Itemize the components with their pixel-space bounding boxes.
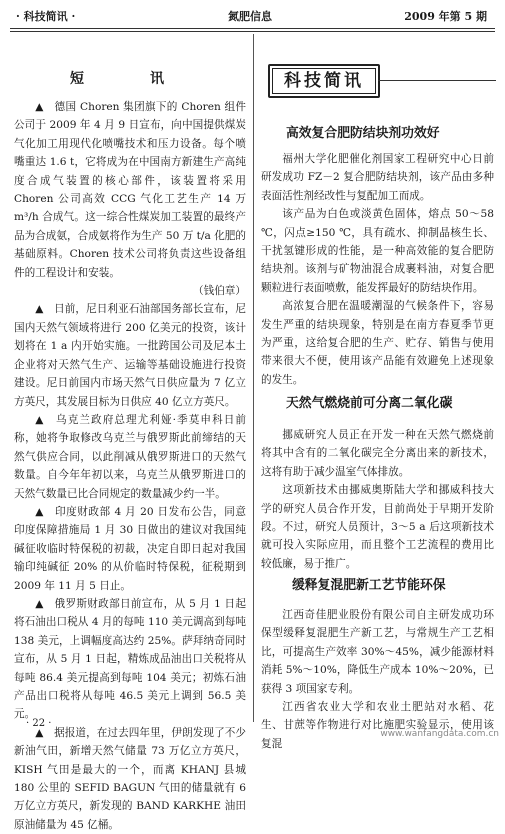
header-issue: 2009 年第 5 期 <box>404 10 487 23</box>
banner-rule <box>378 80 496 81</box>
article-paragraph: 该产品为白色或淡黄色固体，熔点 50～58 ℃，闪点≥150 ℃，具有疏水、抑制晶核生长、干扰氢键形成的性能，是一种高效能的复合肥防结块剂。该剂与矿物油混合成裹料油，对复合肥颗粒进行表面喷敷，能发挥最好的防结块作用。 <box>261 208 494 294</box>
news-item: ▲ 俄罗斯财政部日前宣布，从 5 月 1 日起将石油出口税从 4 月的每吨 110 美元调高到每吨 138 美元，上调幅度高达约 25%。萨拜纳奇同时宣布，从 5 月 1 日起，精炼成品油出口关税将从每吨 86.4 美元提高到每吨 104 美元；初炼石油产品出口税将从每吨 46.5 美元上调到 56.5 美元。 <box>14 597 246 721</box>
news-item: ▲ 日前，尼日利亚石油部国务部长宣布，尼国内天然气领域将进行 200 亿美元的投资，该计划将在 1 a 内开始实施。一批跨国公司及尼本土企业将对天然气生产、运输等基础设施进行投资建设。尼日前国内市场天然气日供应量为 7 亿立方英尺，其发展目标为日供应 40 亿立方英尺。 <box>14 303 246 408</box>
section-banner: 科技简讯 <box>268 64 380 98</box>
article-paragraph: 挪威研究人员正在开发一种在天然气燃烧前将其中含有的二氧化碳完全分离出来的新技术，这将有助于减少温室气体排放。 <box>261 429 494 478</box>
article-title-3: 缓释复混肥新工艺节能环保 <box>292 578 446 593</box>
article-title-2: 天然气燃烧前可分离二氧化碳 <box>286 396 453 411</box>
header-section: · 科技简讯 · <box>16 10 76 23</box>
header-rule-bottom <box>10 31 495 32</box>
article-1-body <box>261 150 494 389</box>
article-title-1: 高效复合肥防结块剂功效好 <box>286 126 440 141</box>
news-item: ▲ 据报道，在过去四年里，伊朗发现了不少新油气田，新增天然气储量 73 万亿立方英尺，KISH 气田是最大的一个，而离 KHANJ 县城 180 公里的 SEFID BAGUN 气田的储量就有 6 万亿立方英尺，新发现的 BAND KARKHE 油田原油储量为 45 亿桶。 <box>14 726 246 831</box>
header-rule-top <box>10 28 495 29</box>
watermark: www.wanfangdata.com.cn <box>380 729 499 739</box>
page-number: · 22 · <box>26 718 52 729</box>
article-2-body <box>261 426 494 573</box>
article-paragraph: 这项新技术由挪威奥斯陆大学和挪威科技大学的研究人员合作开发，目前尚处于早期开发阶段。不过，研究人员预计，3～5 a 后这项新技术就可投入实际应用，而且整个工艺流程的费用比较低廉，易于推广。 <box>261 484 494 570</box>
article-paragraph: 江西省农业大学和农业土肥站对水稻、花生、甘蔗等作物进行对比施肥实验显示，使用该复混 <box>261 701 494 750</box>
page-header <box>10 2 495 26</box>
article-paragraph: 高浓复合肥在温暖潮湿的气候条件下，容易发生严重的结块现象，特别是在南方春夏季节更为严重，这给复合肥的生产、贮存、销售与使用带来很大不便，使用该产品能有效避免上述现象的发生。 <box>261 300 494 386</box>
news-item: ▲ 印度财政部 4 月 20 日发布公告，同意印度保障措施局 1 月 30 日做出的建议对我国纯碱征收临时特保税的初裁，决定自即日起对我国输印纯碱征 20% 的从价临时特保税，征税期到 2009 年 11 月 5 日止。 <box>14 505 246 592</box>
article-paragraph: 江西奇佳肥业股份有限公司自主研发成功环保型缓释复混肥生产新工艺，与常规生产工艺相比，可提高生产效率 30%～45%，减少能源材料消耗 5%～10%，降低生产成本 10%～20%，已获得 3 项国家专利。 <box>261 609 494 695</box>
header-journal: 氮肥信息 <box>228 10 272 23</box>
news-item: ▲ 德国 Choren 集团旗下的 Choren 组件公司于 2009 年 4 月 9 日宣布，向中国提供煤炭气化加工用现代化喷嘴技术和压力设备。每个喷嘴重达 1.6 t，它将成为在中国南方新建生产高纯度合成气装置的核心部件，该装置将采用 Choren 公司高效 CCG 气化工艺生产 14 万 m³/h 合成气。这一综合性煤炭加工装置的最终产品为合成氨，合成氨将作为生产 50 万 t/a 化肥的基础原料。Choren 技术公司将负责这些设备组件的工程设计和安装。 <box>14 101 246 279</box>
article-paragraph: 福州大学化肥催化剂国家工程研究中心日前研发成功 FZ－2 复合肥防结块剂，该产品由多种表面活性剂经改性与复配加工而成。 <box>261 153 494 202</box>
author-sign: （钱伯章） <box>193 285 246 298</box>
news-item: ▲ 乌克兰政府总理尤利娅·季莫申科日前称，她将争取修改乌克兰与俄罗斯此前缔结的天然气供应合同，以此削减从俄罗斯进口的天然气数量。自今年年初以来，乌克兰从俄罗斯进口的天然气数量已比合同规定的数量减少约一半。 <box>14 413 246 500</box>
short-news-title: 短 讯 <box>70 71 190 87</box>
column-divider <box>253 34 254 722</box>
